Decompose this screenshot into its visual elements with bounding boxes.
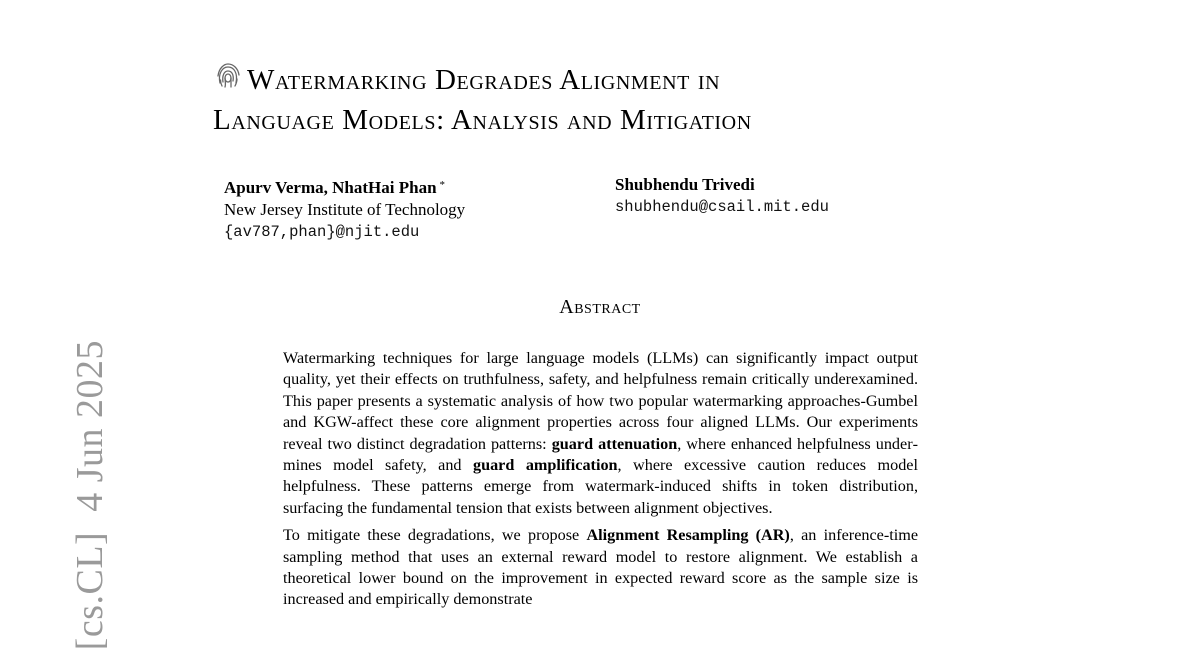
paper-title — [213, 60, 993, 140]
fingerprint-icon — [213, 62, 243, 92]
arxiv-side-stamp — [24, 340, 111, 650]
abstract-p1-bold-2: guard amplification — [472, 456, 618, 475]
author-names-right: Shubhendu Trivedi — [615, 175, 755, 194]
abstract-p1-text-3: , where excessive caution reduces model helpfulness. These patterns emerge from watermark-induced shifts in token distribution, surfacing the fundamental tension that exists between alignment objectives. — [283, 456, 918, 517]
author-names-left-text: Apurv Verma, NhatHai Phan — [224, 178, 437, 197]
arxiv-stamp-text: [cs.CL] 4 Jun 2025 — [69, 340, 111, 650]
abstract-heading: Abstract — [559, 296, 641, 318]
author-email-left[interactable]: {av787,phan}@njit.edu — [224, 223, 420, 241]
abstract-p2-text-1: To mitigate these degradations, we propose — [283, 526, 587, 545]
abstract-p2-bold-1: Alignment Resampling (AR) — [586, 526, 790, 545]
abstract-paragraph-2 — [283, 525, 918, 611]
title-line-1-text: Watermarking Degrades Alignment in — [247, 64, 721, 96]
author-names-left — [224, 174, 465, 199]
abstract-p1-text-2: , where enhanced helpfulness undermines model safety, and — [283, 434, 918, 475]
footnote-mark[interactable]: * — [439, 179, 446, 191]
abstract-p1-bold-1: guard attenuation — [551, 434, 678, 453]
title-line-2: Language Models: Analysis and Mitigation — [213, 104, 752, 136]
author-affiliation-left: New Jersey Institute of Technology — [224, 200, 466, 219]
abstract-p1-text-1: Watermarking techniques for large language models (LLMs) can significantly impact output quality, yet their effects on truthfulness, safety, and helpfulness remain critically underexamined. This paper presents a systematic analysis of how two popular watermarking approaches-Gumbel and KGW-affect these core alignment properties across four aligned LLMs. Our experiments reveal two distinct degradation patterns: — [283, 349, 918, 453]
title-line-1 — [213, 60, 993, 100]
author-block-right — [615, 174, 829, 218]
abstract-paragraph-1 — [283, 348, 918, 519]
author-block-left — [224, 174, 465, 243]
abstract-body — [283, 348, 918, 617]
author-email-right[interactable]: shubhendu@csail.mit.edu — [615, 198, 829, 216]
abstract-p2-text-2: , an inference-time sampling method that uses an external reward model to restore alignment. We establish a theoretical lower bound on the improvement in expected reward score as the sample size is increased and empirically demonstrate — [283, 526, 918, 609]
